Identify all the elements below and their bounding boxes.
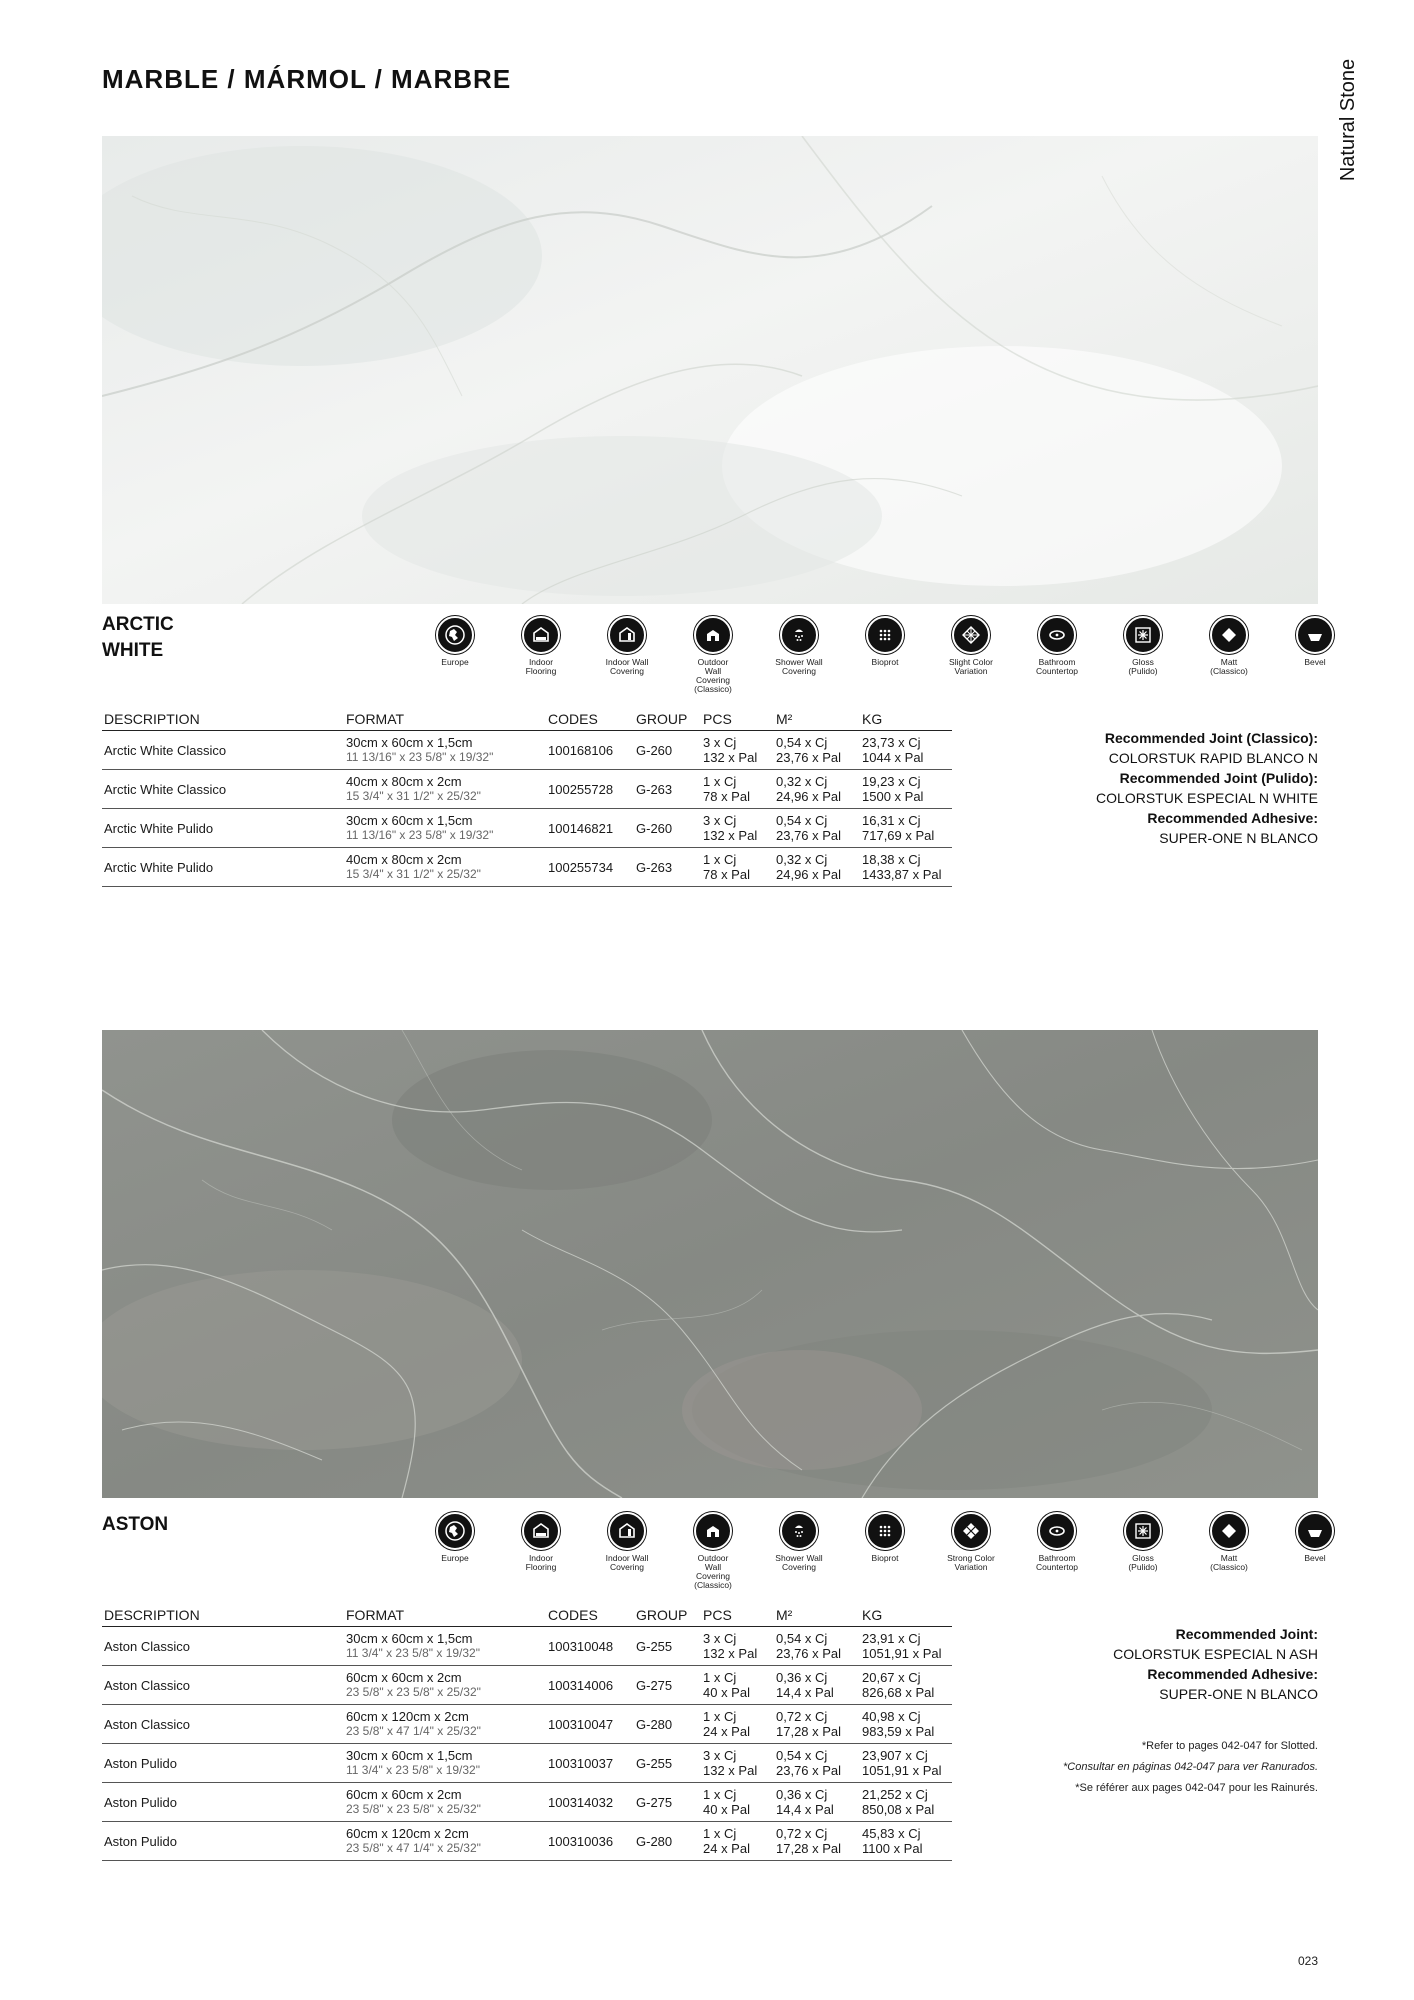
page-title: MARBLE / MÁRMOL / MARBRE	[102, 64, 512, 94]
arctic-white-product-name	[102, 612, 174, 664]
pcs-box: 3 x Cj	[703, 1631, 737, 1646]
pcs-pallet: 132 x Pal	[703, 1763, 758, 1778]
col-m2: M²	[774, 1606, 860, 1627]
kg-pallet: 1500 x Pal	[862, 789, 924, 804]
col-m2: M²	[774, 710, 860, 731]
indoor-flooring-icon	[522, 616, 560, 654]
adhesive-label: Recommended Adhesive:	[1147, 810, 1318, 826]
aston-marble-photo	[102, 1030, 1318, 1498]
row-description: Arctic White Classico	[102, 770, 344, 809]
format-imperial: 11 3/4" x 23 5/8" x 19/32"	[346, 1763, 480, 1777]
kg-box: 21,252 x Cj	[862, 1787, 928, 1802]
globe-europe-icon	[436, 616, 474, 654]
countertop-icon	[1038, 1512, 1076, 1550]
row-group: G-263	[634, 770, 701, 809]
row-format	[344, 848, 546, 887]
icon-label: Gloss (Pulido)	[1128, 1553, 1158, 1572]
format-metric: 30cm x 60cm x 1,5cm	[346, 813, 473, 828]
bathroom-countertop-feature	[1014, 1512, 1100, 1590]
m2-pallet: 23,76 x Pal	[776, 828, 842, 843]
table-row	[102, 809, 952, 848]
format-metric: 60cm x 120cm x 2cm	[346, 1826, 469, 1841]
adhesive-value: SUPER-ONE N BLANCO	[1159, 830, 1318, 846]
product-name-line1: ARCTIC	[102, 614, 174, 635]
format-imperial: 23 5/8" x 23 5/8" x 25/32"	[346, 1685, 481, 1699]
row-code: 100310047	[546, 1705, 634, 1744]
row-kg	[860, 809, 952, 848]
row-m2	[774, 731, 860, 770]
pcs-box: 1 x Cj	[703, 1670, 737, 1685]
table-row	[102, 731, 952, 770]
row-format	[344, 1666, 546, 1705]
icon-label: Indoor Wall Covering	[605, 1553, 649, 1572]
icon-label: Bevel	[1304, 657, 1326, 667]
pcs-box: 1 x Cj	[703, 1826, 737, 1841]
aston-installation-notes	[1028, 1624, 1318, 1704]
kg-box: 45,83 x Cj	[862, 1826, 921, 1841]
m2-pallet: 23,76 x Pal	[776, 1763, 842, 1778]
table-row	[102, 1627, 952, 1666]
icon-label: Gloss (Pulido)	[1128, 657, 1158, 676]
row-pcs	[701, 1744, 774, 1783]
kg-pallet: 983,59 x Pal	[862, 1724, 935, 1739]
row-group: G-275	[634, 1666, 701, 1705]
icon-label: Indoor Flooring	[525, 657, 557, 676]
row-kg	[860, 1627, 952, 1666]
pcs-pallet: 132 x Pal	[703, 828, 758, 843]
row-format	[344, 1822, 546, 1861]
row-code: 100310036	[546, 1822, 634, 1861]
globe-europe-icon	[436, 1512, 474, 1550]
row-code: 100314032	[546, 1783, 634, 1822]
m2-pallet: 24,96 x Pal	[776, 867, 842, 882]
m2-pallet: 14,4 x Pal	[776, 1802, 834, 1817]
m2-pallet: 23,76 x Pal	[776, 1646, 842, 1661]
row-m2	[774, 1666, 860, 1705]
row-kg	[860, 1783, 952, 1822]
table-row	[102, 1744, 952, 1783]
row-pcs	[701, 1822, 774, 1861]
pcs-pallet: 40 x Pal	[703, 1685, 750, 1700]
matt-icon	[1210, 1512, 1248, 1550]
row-group: G-255	[634, 1627, 701, 1666]
pcs-box: 1 x Cj	[703, 1787, 737, 1802]
shower-icon	[780, 616, 818, 654]
row-group: G-280	[634, 1705, 701, 1744]
gloss-icon	[1124, 616, 1162, 654]
m2-box: 0,54 x Cj	[776, 1748, 828, 1763]
m2-box: 0,54 x Cj	[776, 1631, 828, 1646]
col-format: FORMAT	[344, 710, 546, 731]
format-metric: 60cm x 60cm x 2cm	[346, 1787, 462, 1802]
m2-pallet: 14,4 x Pal	[776, 1685, 834, 1700]
outdoor-wall-icon	[694, 616, 732, 654]
matt-icon	[1210, 616, 1248, 654]
m2-pallet: 23,76 x Pal	[776, 750, 842, 765]
kg-pallet: 717,69 x Pal	[862, 828, 935, 843]
kg-box: 18,38 x Cj	[862, 852, 921, 867]
kg-box: 16,31 x Cj	[862, 813, 921, 828]
icon-label: Slight Color Variation	[949, 657, 993, 676]
shower-wall-feature	[756, 616, 842, 694]
kg-box: 19,23 x Cj	[862, 774, 921, 789]
joint-classico-value: COLORSTUK RAPID BLANCO N	[1108, 750, 1318, 766]
format-metric: 30cm x 60cm x 1,5cm	[346, 1631, 473, 1646]
icon-label: Europe	[441, 657, 469, 667]
kg-box: 40,98 x Cj	[862, 1709, 921, 1724]
row-kg	[860, 1705, 952, 1744]
gloss-feature	[1100, 616, 1186, 694]
row-m2	[774, 809, 860, 848]
aston-spec-table	[102, 1606, 952, 1861]
indoor-wall-icon	[608, 1512, 646, 1550]
row-description: Aston Pulido	[102, 1744, 344, 1783]
row-code: 100255728	[546, 770, 634, 809]
row-kg	[860, 848, 952, 887]
icon-label: Outdoor Wall Covering (Classico)	[694, 657, 732, 694]
row-description: Aston Classico	[102, 1666, 344, 1705]
gloss-icon	[1124, 1512, 1162, 1550]
row-kg	[860, 731, 952, 770]
pcs-pallet: 132 x Pal	[703, 1646, 758, 1661]
row-pcs	[701, 848, 774, 887]
matt-feature	[1186, 616, 1272, 694]
row-pcs	[701, 809, 774, 848]
format-imperial: 15 3/4" x 31 1/2" x 25/32"	[346, 867, 481, 881]
shower-wall-feature	[756, 1512, 842, 1590]
outdoor-wall-icon	[694, 1512, 732, 1550]
countertop-icon	[1038, 616, 1076, 654]
bathroom-countertop-feature	[1014, 616, 1100, 694]
row-pcs	[701, 1705, 774, 1744]
row-description: Aston Pulido	[102, 1822, 344, 1861]
table-row	[102, 1705, 952, 1744]
joint-pulido-label: Recommended Joint (Pulido):	[1119, 770, 1318, 786]
format-imperial: 23 5/8" x 23 5/8" x 25/32"	[346, 1802, 481, 1816]
footnote-en: *Refer to pages 042-047 for Slotted.	[1141, 1740, 1318, 1752]
col-pcs: PCS	[701, 1606, 774, 1627]
kg-box: 23,91 x Cj	[862, 1631, 921, 1646]
m2-box: 0,36 x Cj	[776, 1787, 828, 1802]
kg-pallet: 1100 x Pal	[862, 1841, 923, 1856]
icon-label: Shower Wall Covering	[775, 1553, 823, 1572]
icon-label: Indoor Flooring	[525, 1553, 557, 1572]
icon-label: Strong Color Variation	[947, 1553, 995, 1572]
format-imperial: 23 5/8" x 47 1/4" x 25/32"	[346, 1841, 481, 1855]
row-code: 100310048	[546, 1627, 634, 1666]
row-kg	[860, 1822, 952, 1861]
m2-box: 0,72 x Cj	[776, 1826, 828, 1841]
col-group: GROUP	[634, 1606, 701, 1627]
kg-pallet: 1044 x Pal	[862, 750, 924, 765]
m2-box: 0,32 x Cj	[776, 852, 828, 867]
row-pcs	[701, 1666, 774, 1705]
m2-pallet: 24,96 x Pal	[776, 789, 842, 804]
pcs-box: 1 x Cj	[703, 852, 737, 867]
m2-box: 0,72 x Cj	[776, 1709, 828, 1724]
pcs-pallet: 24 x Pal	[703, 1724, 750, 1739]
format-metric: 40cm x 80cm x 2cm	[346, 774, 462, 789]
icon-label: Bioprot	[871, 1553, 899, 1563]
row-m2	[774, 1822, 860, 1861]
row-group: G-263	[634, 848, 701, 887]
col-kg: KG	[860, 1606, 952, 1627]
table-row	[102, 848, 952, 887]
kg-box: 23,73 x Cj	[862, 735, 921, 750]
adhesive-value: SUPER-ONE N BLANCO	[1159, 1686, 1318, 1702]
pcs-pallet: 40 x Pal	[703, 1802, 750, 1817]
bevel-icon	[1296, 1512, 1334, 1550]
m2-pallet: 17,28 x Pal	[776, 1724, 842, 1739]
icon-label: Bevel	[1304, 1553, 1326, 1563]
col-kg: KG	[860, 710, 952, 731]
pcs-pallet: 78 x Pal	[703, 867, 750, 882]
adhesive-label: Recommended Adhesive:	[1147, 1666, 1318, 1682]
joint-value: COLORSTUK ESPECIAL N ASH	[1113, 1646, 1318, 1662]
bioprot-feature	[842, 616, 928, 694]
row-code: 100310037	[546, 1744, 634, 1783]
row-format	[344, 1783, 546, 1822]
arctic-spec-table	[102, 710, 952, 887]
gloss-feature	[1100, 1512, 1186, 1590]
row-group: G-275	[634, 1783, 701, 1822]
shower-icon	[780, 1512, 818, 1550]
m2-box: 0,36 x Cj	[776, 1670, 828, 1685]
indoor-flooring-feature	[498, 616, 584, 694]
footnote-es: *Consultar en páginas 042-047 para ver Ranurados.	[1063, 1761, 1318, 1773]
joint-pulido-value: COLORSTUK ESPECIAL N WHITE	[1096, 790, 1318, 806]
col-group: GROUP	[634, 710, 701, 731]
indoor-flooring-icon	[522, 1512, 560, 1550]
outdoor-wall-feature	[670, 616, 756, 694]
product-name-line2: WHITE	[102, 640, 164, 661]
row-m2	[774, 1783, 860, 1822]
row-m2	[774, 1627, 860, 1666]
format-imperial: 11 13/16" x 23 5/8" x 19/32"	[346, 828, 494, 842]
page-number: 023	[1297, 1954, 1318, 1968]
m2-pallet: 17,28 x Pal	[776, 1841, 842, 1856]
footnote-fr: *Se référer aux pages 042-047 pour les Rainurés.	[1075, 1782, 1318, 1794]
table-row	[102, 1783, 952, 1822]
icon-label: Bioprot	[871, 657, 899, 667]
matt-feature	[1186, 1512, 1272, 1590]
pcs-box: 1 x Cj	[703, 1709, 737, 1724]
bioprot-icon	[866, 1512, 904, 1550]
bevel-feature	[1272, 616, 1358, 694]
format-imperial: 23 5/8" x 47 1/4" x 25/32"	[346, 1724, 481, 1738]
format-metric: 40cm x 80cm x 2cm	[346, 852, 462, 867]
format-imperial: 15 3/4" x 31 1/2" x 25/32"	[346, 789, 481, 803]
row-pcs	[701, 1627, 774, 1666]
col-codes: CODES	[546, 710, 634, 731]
format-imperial: 11 13/16" x 23 5/8" x 19/32"	[346, 750, 494, 764]
row-group: G-260	[634, 809, 701, 848]
row-group: G-280	[634, 1822, 701, 1861]
row-pcs	[701, 770, 774, 809]
icon-label: Bathroom Countertop	[1035, 1553, 1079, 1572]
product-name-line1: ASTON	[102, 1514, 169, 1535]
row-m2	[774, 1744, 860, 1783]
kg-box: 20,67 x Cj	[862, 1670, 921, 1685]
color-variation-feature	[928, 1512, 1014, 1590]
format-metric: 60cm x 60cm x 2cm	[346, 1670, 462, 1685]
outdoor-wall-feature	[670, 1512, 756, 1590]
row-group: G-260	[634, 731, 701, 770]
row-description: Aston Classico	[102, 1705, 344, 1744]
m2-box: 0,32 x Cj	[776, 774, 828, 789]
aston-feature-icons	[412, 1512, 1326, 1590]
arctic-installation-notes	[1028, 728, 1318, 848]
indoor-flooring-feature	[498, 1512, 584, 1590]
col-codes: CODES	[546, 1606, 634, 1627]
indoor-wall-icon	[608, 616, 646, 654]
joint-label: Recommended Joint:	[1175, 1626, 1318, 1642]
row-format	[344, 770, 546, 809]
col-description: DESCRIPTION	[102, 710, 344, 731]
col-pcs: PCS	[701, 710, 774, 731]
m2-box: 0,54 x Cj	[776, 735, 828, 750]
row-description: Arctic White Pulido	[102, 848, 344, 887]
row-code: 100314006	[546, 1666, 634, 1705]
row-description: Aston Pulido	[102, 1783, 344, 1822]
row-description: Aston Classico	[102, 1627, 344, 1666]
bevel-icon	[1296, 616, 1334, 654]
format-metric: 30cm x 60cm x 1,5cm	[346, 1748, 473, 1763]
kg-pallet: 826,68 x Pal	[862, 1685, 935, 1700]
indoor-wall-feature	[584, 1512, 670, 1590]
format-metric: 60cm x 120cm x 2cm	[346, 1709, 469, 1724]
row-format	[344, 809, 546, 848]
icon-label: Bathroom Countertop	[1035, 657, 1079, 676]
table-row	[102, 770, 952, 809]
pcs-box: 3 x Cj	[703, 1748, 737, 1763]
kg-box: 23,907 x Cj	[862, 1748, 928, 1763]
row-group: G-255	[634, 1744, 701, 1783]
color-variation-feature	[928, 616, 1014, 694]
row-code: 100146821	[546, 809, 634, 848]
row-pcs	[701, 1783, 774, 1822]
row-format	[344, 731, 546, 770]
kg-pallet: 1051,91 x Pal	[862, 1646, 942, 1661]
bioprot-feature	[842, 1512, 928, 1590]
icon-label: Matt (Classico)	[1210, 657, 1248, 676]
bioprot-icon	[866, 616, 904, 654]
color-variation-icon	[952, 616, 990, 654]
row-kg	[860, 770, 952, 809]
col-format: FORMAT	[344, 1606, 546, 1627]
icon-label: Outdoor Wall Covering (Classico)	[694, 1553, 732, 1590]
pcs-pallet: 78 x Pal	[703, 789, 750, 804]
row-format	[344, 1705, 546, 1744]
color-variation-icon	[952, 1512, 990, 1550]
pcs-box: 1 x Cj	[703, 774, 737, 789]
row-format	[344, 1627, 546, 1666]
row-kg	[860, 1744, 952, 1783]
icon-label: Indoor Wall Covering	[605, 657, 649, 676]
section-side-label: Natural Stone	[1337, 58, 1359, 182]
row-description: Arctic White Classico	[102, 731, 344, 770]
row-m2	[774, 770, 860, 809]
aston-product-name	[102, 1512, 168, 1538]
kg-pallet: 850,08 x Pal	[862, 1802, 935, 1817]
pcs-box: 3 x Cj	[703, 735, 737, 750]
pcs-box: 3 x Cj	[703, 813, 737, 828]
slotted-footnotes	[1018, 1736, 1318, 1799]
row-kg	[860, 1666, 952, 1705]
arctic-feature-icons	[412, 616, 1326, 694]
col-description: DESCRIPTION	[102, 1606, 344, 1627]
table-row	[102, 1822, 952, 1861]
pcs-pallet: 24 x Pal	[703, 1841, 750, 1856]
table-row	[102, 1666, 952, 1705]
bevel-feature	[1272, 1512, 1358, 1590]
icon-label: Matt (Classico)	[1210, 1553, 1248, 1572]
row-m2	[774, 848, 860, 887]
format-metric: 30cm x 60cm x 1,5cm	[346, 735, 473, 750]
icon-label: Shower Wall Covering	[775, 657, 823, 676]
europe-feature	[412, 616, 498, 694]
row-description: Arctic White Pulido	[102, 809, 344, 848]
row-format	[344, 1744, 546, 1783]
kg-pallet: 1433,87 x Pal	[862, 867, 942, 882]
row-pcs	[701, 731, 774, 770]
m2-box: 0,54 x Cj	[776, 813, 828, 828]
indoor-wall-feature	[584, 616, 670, 694]
row-m2	[774, 1705, 860, 1744]
row-code: 100255734	[546, 848, 634, 887]
table-header-row	[102, 710, 952, 731]
icon-label: Europe	[441, 1553, 469, 1563]
format-imperial: 11 3/4" x 23 5/8" x 19/32"	[346, 1646, 480, 1660]
arctic-white-marble-photo	[102, 136, 1318, 604]
pcs-pallet: 132 x Pal	[703, 750, 758, 765]
joint-classico-label: Recommended Joint (Classico):	[1104, 730, 1318, 746]
europe-feature	[412, 1512, 498, 1590]
table-header-row	[102, 1606, 952, 1627]
row-code: 100168106	[546, 731, 634, 770]
kg-pallet: 1051,91 x Pal	[862, 1763, 942, 1778]
